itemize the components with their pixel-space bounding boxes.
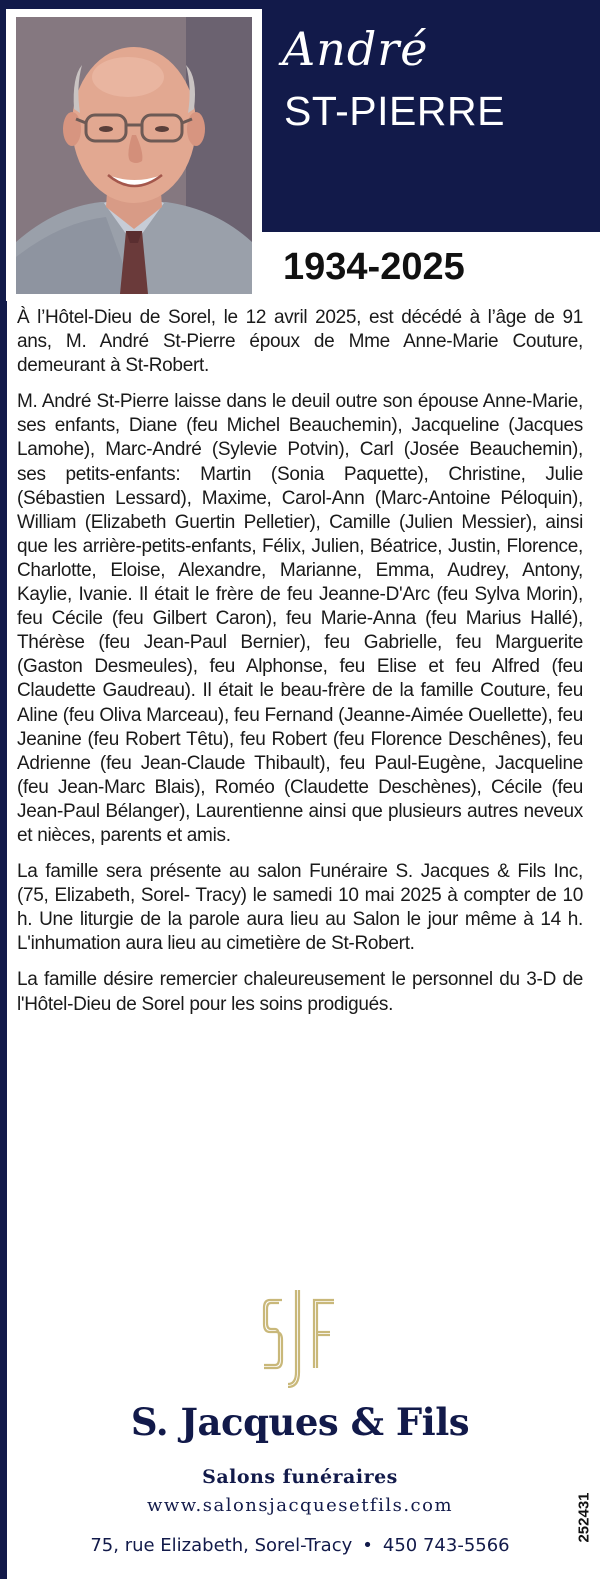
address-line — [0, 1535, 600, 1556]
paragraph-thanks: La famille désire remercier chaleureusement le personnel du 3-D de l'Hôtel-Dieu de Sorel pour les soins prodigués. — [17, 969, 583, 1015]
website-link[interactable]: www.salonsjacquesetfils.com — [146, 1495, 454, 1516]
first-name: André — [282, 22, 429, 76]
paragraph-visitation: La famille sera présente au salon Funéraire S. Jacques & Fils Inc, (75, Elizabeth, Sorel- Tracy) le samedi 10 mai 2025 à compter de 10 h. Une liturgie de la parole aura lieu au Salon le jour même à 14 h. L'inhumation aura lieu au cimetière de St-Robert. — [17, 861, 583, 955]
reference-number — [574, 1479, 594, 1559]
paragraph-death-notice: À l’Hôtel-Dieu de Sorel, le 12 avril 2025, est décédé à l’âge de 91 ans, M. André St-Pierre époux de Mme Anne-Marie Couture, demeurant à St-Robert. — [17, 307, 583, 377]
obituary-text — [17, 306, 583, 1029]
sjf-monogram-logo — [258, 1288, 340, 1388]
left-border-rule — [0, 232, 7, 1579]
last-name: ST-PIERRE — [284, 88, 505, 134]
life-years: 1934-2025 — [283, 246, 465, 288]
phone-number[interactable]: 450 743-5566 — [382, 1535, 510, 1556]
reference-number-text: 252431 — [575, 1492, 593, 1543]
street-address: 75, rue Elizabeth, Sorel-Tracy — [90, 1535, 353, 1556]
portrait-photo — [16, 17, 252, 294]
paragraph-family: M. André St-Pierre laisse dans le deuil outre son épouse Anne-Marie, ses enfants, Diane (feu Michel Beauchemin), Jacqueline (Jacques Lamohe), Marc-André (Sylevie Potvin), Carl (Josée Beauchemin), ses petits-enfants: Martin (Sonia Paquette), Christine, Julie (Sébastien Lessard), Maxime, Carol-Ann (Marc-Antoine Péloquin), William (Elizabeth Guertin Pelletier), Camille (Julien Messier), ainsi que les arrière-petits-enfants, Félix, Julien, Béatrice, Justin, Florence, Charlotte, Eloise, Alexandre, Marianne, Emma, Audrey, Antony, Kaylie, Ivanie. Il était le frère de feu Jeanne-D'Arc (feu Sylva Morin), feu Cécile (feu Gilbert Caron), feu Marie-Anna (feu Marius Hallé), Thérèse (feu Jean-Paul Bernier), feu Gabrielle, feu Marguerite (Gaston Desmeules), feu Alphonse, feu Elise et feu Alfred (feu Claudette Gaudreau). Il était le beau-frère de la famille Couture, feu Aline (feu Oliva Marceau), feu Fernand (Jeanne-Aimée Ouellette), feu Jeanine (feu Robert Têtu), feu Robert (feu Florence Deschênes), feu Adrienne (feu Jean-Claude Thibault), feu Paul-Eugène, Jacqueline (feu Jean-Marc Blais), Roméo (Claudette Deschènes), Cécile (feu Jean-Paul Bélanger), Laurentienne ainsi que plusieurs autres neveux et nièces, parents et amis. — [17, 391, 583, 846]
funeral-home-name: S. Jacques & Fils — [130, 1400, 470, 1444]
tagline: Salons funéraires — [202, 1466, 398, 1488]
portrait-illustration — [16, 17, 252, 294]
separator-dot: • — [362, 1535, 373, 1556]
